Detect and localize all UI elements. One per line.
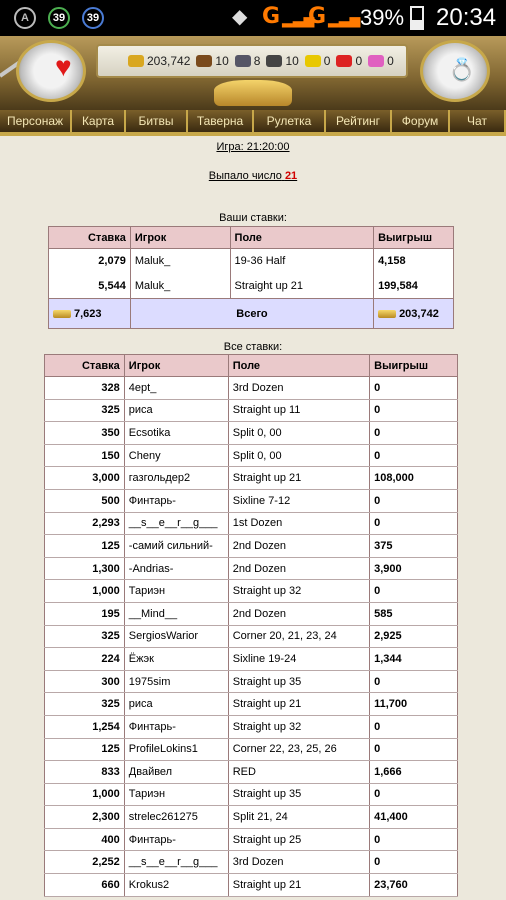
cell-player[interactable]: Двайвел [124,761,228,784]
gear-icon [266,55,282,67]
cell-field: RED [228,761,369,784]
cell-field: 3rd Dozen [228,851,369,874]
table-row [45,399,458,422]
resource-gear: 10 [266,54,298,68]
cell-field: Straight up 25 [228,828,369,851]
cell-stake: 2,079 [49,249,131,274]
table-row [45,761,458,784]
table-row [49,249,454,274]
resource-gold: 203,742 [128,54,190,68]
cell-field: Split 0, 00 [228,444,369,467]
tab-3[interactable]: Таверна [188,110,254,132]
resource-crystal: 0 [336,54,362,68]
cell-win: 0 [370,399,458,422]
tab-5[interactable]: Рейтинг [326,110,392,132]
cell-player[interactable]: риса [124,399,228,422]
gold-icon [128,55,144,67]
cell-field: Straight up 35 [228,783,369,806]
cell-field: 19-36 Half [230,249,374,274]
cell-win: 0 [370,580,458,603]
cell-player[interactable]: Финтарь- [124,828,228,851]
cell-stake: 150 [45,444,125,467]
all-bets-caption: Все ставки: [223,341,283,353]
battery-percent: 39% [360,5,405,30]
cell-stake: 1,300 [45,557,125,580]
cell-win: 11,700 [370,693,458,716]
cell-win: 0 [370,828,458,851]
table-row [45,489,458,512]
cell-stake: 125 [45,738,125,761]
cell-field: Corner 22, 23, 25, 26 [228,738,369,761]
signal-g2-icon: G [308,4,327,29]
total-label: Всего [130,299,373,329]
cell-player[interactable]: Cheny [124,444,228,467]
cell-player[interactable]: Maluk_ [130,274,230,299]
cell-field: Straight up 21 [228,693,369,716]
tab-4[interactable]: Рулетка [254,110,326,132]
col-stake: Ставка [49,227,131,249]
cell-win: 585 [370,602,458,625]
wood-icon [196,55,212,67]
game-header [0,36,506,110]
cell-win: 108,000 [370,467,458,490]
cell-field: Split 0, 00 [228,422,369,445]
cell-player[interactable]: Тариэн [124,580,228,603]
cell-win: 4,158 [374,249,454,274]
cell-win: 1,344 [370,648,458,671]
cell-win: 0 [370,444,458,467]
cell-field: Straight up 32 [228,580,369,603]
cell-win: 0 [370,738,458,761]
roulette-content [0,136,506,900]
tab-1[interactable]: Карта [72,110,126,132]
crystal-icon [336,55,352,67]
cell-player[interactable]: Финтарь- [124,489,228,512]
badge-39-blue-icon: 39 [82,7,104,29]
cell-stake: 224 [45,648,125,671]
table-row [45,670,458,693]
resource-wood: 10 [196,54,228,68]
cell-player[interactable]: 1975sim [124,670,228,693]
cell-stake: 833 [45,761,125,784]
table-row [45,625,458,648]
cell-win: 3,900 [370,557,458,580]
cell-stake: 1,000 [45,580,125,603]
cell-player[interactable]: -самий сильний- [124,535,228,558]
table-row [45,851,458,874]
col-player: Игрок [130,227,230,249]
cell-field: 2nd Dozen [228,602,369,625]
resource-panel [96,44,408,78]
cell-stake: 1,254 [45,715,125,738]
col-win: Выигрыш [370,355,458,377]
cell-field: Split 21, 24 [228,806,369,829]
ring-icon: 💍 [448,57,476,82]
table-row [45,444,458,467]
cell-win: 0 [370,422,458,445]
battery-icon [410,6,424,30]
result-label: Выпало число [208,170,282,182]
cell-stake: 5,544 [49,274,131,299]
tab-2[interactable]: Битвы [126,110,188,132]
col-player: Игрок [124,355,228,377]
cell-field: Straight up 35 [228,670,369,693]
cell-player[interactable]: -Andrias- [124,557,228,580]
cell-stake: 300 [45,670,125,693]
col-win: Выигрыш [374,227,454,249]
cell-win: 41,400 [370,806,458,829]
cell-field: Sixline 7-12 [228,489,369,512]
signal-bars-icon: ▂▃▅ [282,12,315,28]
resource-ore: 8 [235,54,261,68]
cell-stake: 2,293 [45,512,125,535]
cell-player[interactable]: Maluk_ [130,249,230,274]
cell-win: 23,760 [370,874,458,897]
cell-stake: 195 [45,602,125,625]
status-bar [0,0,506,36]
cell-win: 0 [370,715,458,738]
table-row [45,422,458,445]
health-orb[interactable] [16,40,86,102]
clock: 20:34 [436,4,497,31]
cell-stake: 350 [45,422,125,445]
table-row [45,828,458,851]
ore-icon [235,55,251,67]
cell-field: 3rd Dozen [228,377,369,400]
table-row [45,648,458,671]
table-row [45,512,458,535]
table-row [45,377,458,400]
cell-win: 0 [370,783,458,806]
table-row [45,602,458,625]
cell-player[interactable]: strelec261275 [124,806,228,829]
cell-field: Sixline 19-24 [228,648,369,671]
cell-player[interactable]: газгольдер2 [124,467,228,490]
cell-stake: 325 [45,693,125,716]
cell-field: 2nd Dozen [228,557,369,580]
table-row [45,715,458,738]
table-row [45,874,458,897]
table-row [45,783,458,806]
all-bets-table [44,354,458,897]
cell-field: 1st Dozen [228,512,369,535]
table-row [45,467,458,490]
your-bets-caption: Ваши ставки: [219,212,287,224]
cell-player[interactable]: 4ept_ [124,377,228,400]
tab-6[interactable]: Форум [392,110,450,132]
a-logo-icon: A [14,7,36,29]
result-number: 21 [284,170,298,182]
cell-win: 2,925 [370,625,458,648]
signal-g-icon: G [262,4,281,29]
main-nav [0,110,506,132]
cell-player[interactable]: Ёжэк [124,648,228,671]
cell-player[interactable]: __s__e__r__g___ [124,851,228,874]
tab-7[interactable]: Чат [450,110,506,132]
gems-icon [368,55,384,67]
cell-win: 0 [370,377,458,400]
resource-gems: 0 [368,54,394,68]
cell-win: 0 [370,489,458,512]
cell-win: 1,666 [370,761,458,784]
table-row [45,738,458,761]
result-link[interactable] [0,170,506,182]
cell-stake: 325 [45,625,125,648]
crown-icon [214,80,292,106]
cell-player[interactable]: Ecsotika [124,422,228,445]
cell-player[interactable]: Krokus2 [124,874,228,897]
cell-player[interactable]: ProfileLokins1 [124,738,228,761]
cell-player[interactable]: SergiosWarior [124,625,228,648]
total-stake: 7,623 [49,299,131,329]
col-field: Поле [230,227,374,249]
cell-player[interactable]: риса [124,693,228,716]
gold-icon [378,310,396,318]
cell-field: Straight up 21 [228,467,369,490]
sulfur-icon [305,55,321,67]
signal-bars2-icon: ▂▃▅ [328,12,361,28]
game-time-link[interactable]: Игра: 21:20:00 [216,141,290,153]
wifi-icon: ◆ [232,4,248,28]
cell-field: Straight up 21 [230,274,374,299]
cell-field: Corner 20, 21, 23, 24 [228,625,369,648]
cell-stake: 325 [45,399,125,422]
cell-player[interactable]: Финтарь- [124,715,228,738]
total-row [49,299,454,329]
ring-orb[interactable] [420,40,490,102]
cell-win: 375 [370,535,458,558]
cell-field: Straight up 21 [228,874,369,897]
cell-stake: 500 [45,489,125,512]
cell-stake: 1,000 [45,783,125,806]
cell-win: 0 [370,670,458,693]
col-stake: Ставка [45,355,125,377]
resource-sulfur: 0 [305,54,331,68]
tab-0[interactable]: Персонаж [0,110,72,132]
cell-player[interactable]: __s__e__r__g___ [124,512,228,535]
your-bets-table [48,226,454,329]
cell-player[interactable]: Тариэн [124,783,228,806]
cell-stake: 2,252 [45,851,125,874]
cell-stake: 3,000 [45,467,125,490]
cell-player[interactable]: __Mind__ [124,602,228,625]
cell-field: 2nd Dozen [228,535,369,558]
cell-field: Straight up 11 [228,399,369,422]
total-win: 203,742 [374,299,454,329]
cell-stake: 125 [45,535,125,558]
cell-win: 199,584 [374,274,454,299]
table-row [49,274,454,299]
table-row [45,806,458,829]
cell-stake: 660 [45,874,125,897]
cell-win: 0 [370,512,458,535]
heart-icon: ♥ [55,51,72,82]
cell-field: Straight up 32 [228,715,369,738]
table-row [45,693,458,716]
table-row [45,557,458,580]
cell-stake: 328 [45,377,125,400]
gold-icon [53,310,71,318]
table-row [45,580,458,603]
badge-39-icon: 39 [48,7,70,29]
col-field: Поле [228,355,369,377]
cell-stake: 400 [45,828,125,851]
table-row [45,535,458,558]
cell-stake: 2,300 [45,806,125,829]
cell-win: 0 [370,851,458,874]
